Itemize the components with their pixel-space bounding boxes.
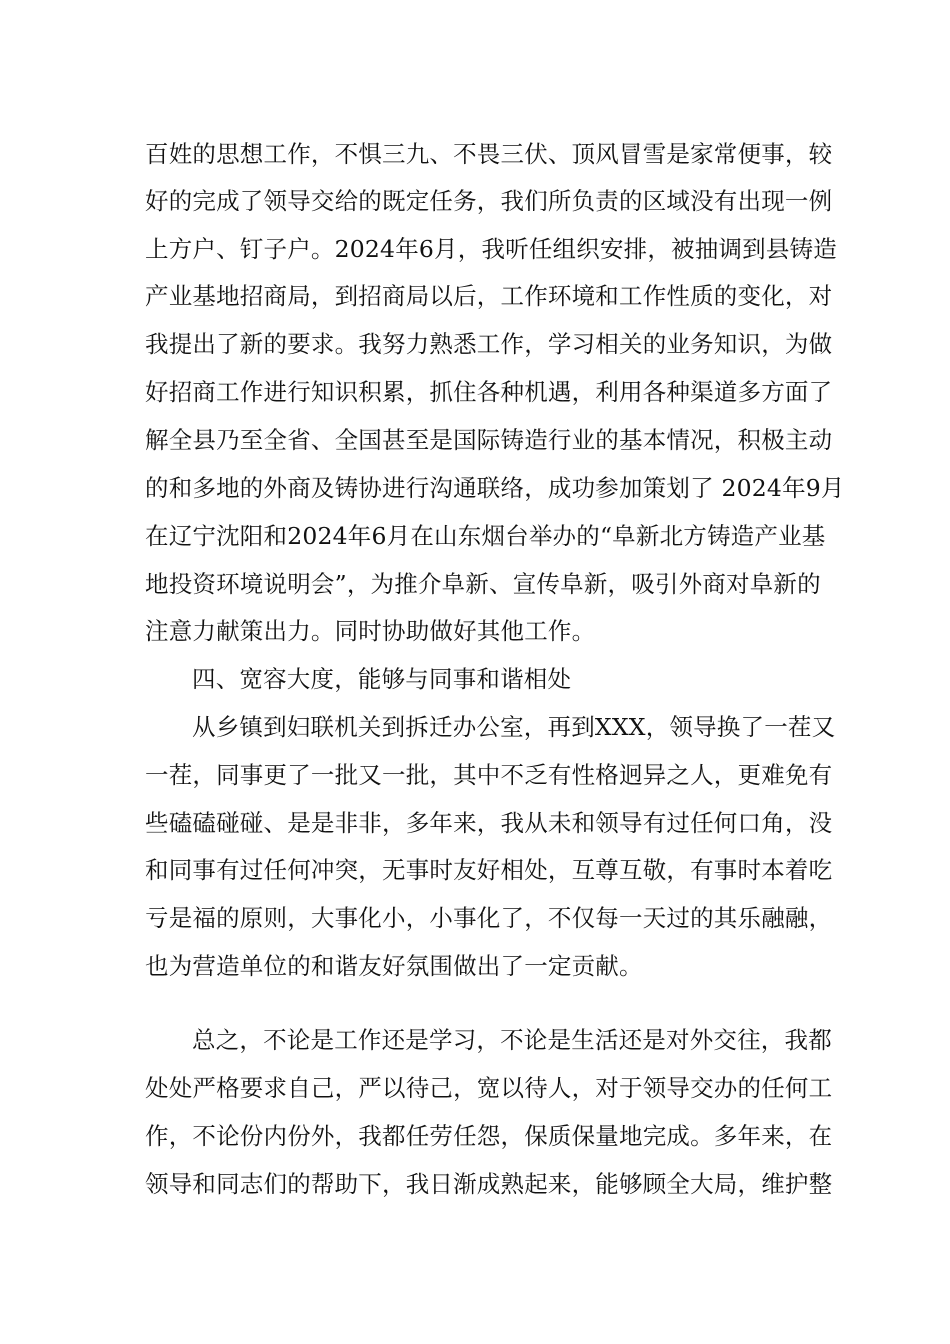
text-line: 的和多地的外商及铸协进行沟通联络，成功参加策划了 2024年9月 xyxy=(145,474,845,502)
text-line: 好招商工作进行知识积累，抓住各种机遇，利用各种渠道多方面了 xyxy=(145,378,833,406)
text-line: 注意力献策出力。同时协助做好其他工作。 xyxy=(145,617,596,645)
text-line: 一茬，同事更了一批又一批，其中不乏有性格迥异之人，更难免有 xyxy=(145,761,833,789)
text-line: 地投资环境说明会”，为推介阜新、宣传阜新，吸引外商对阜新的 xyxy=(145,570,821,598)
text-line: 产业基地招商局，到招商局以后，工作环境和工作性质的变化，对 xyxy=(145,282,833,310)
text-line: 在辽宁沈阳和2024年6月在山东烟台举办的“阜新北方铸造产业基 xyxy=(145,522,826,550)
text-line: 我提出了新的要求。我努力熟悉工作，学习相关的业务知识，为做 xyxy=(145,330,833,358)
text-line: 百姓的思想工作，不惧三九、不畏三伏、顶风冒雪是家常便事，较 xyxy=(145,140,833,168)
section-heading: 四、宽容大度，能够与同事和谐相处 xyxy=(192,665,572,693)
text-line: 好的完成了领导交给的既定任务，我们所负责的区域没有出现一例 xyxy=(145,187,833,215)
text-line: 作，不论份内份外，我都任劳任怨，保质保量地完成。多年来，在 xyxy=(145,1122,833,1150)
text-line: 从乡镇到妇联机关到拆迁办公室，再到XXX，领导换了一茬又 xyxy=(192,713,836,741)
text-line: 亏是福的原则，大事化小，小事化了，不仅每一天过的其乐融融， xyxy=(145,904,833,932)
text-line: 和同事有过任何冲突，无事时友好相处，互尊互敬，有事时本着吃 xyxy=(145,856,833,884)
text-line: 上方户、钉子户。2024年6月，我听任组织安排，被抽调到县铸造 xyxy=(145,235,837,263)
text-line: 处处严格要求自己，严以待己，宽以待人，对于领导交办的任何工 xyxy=(145,1074,833,1102)
text-line: 也为营造单位的和谐友好氛围做出了一定贡献。 xyxy=(145,952,643,980)
text-line: 些磕磕碰碰、是是非非，多年来，我从未和领导有过任何口角，没 xyxy=(145,809,833,837)
text-line: 领导和同志们的帮助下，我日渐成熟起来，能够顾全大局，维护整 xyxy=(145,1170,833,1198)
text-line: 总之，不论是工作还是学习，不论是生活还是对外交往，我都 xyxy=(192,1026,832,1054)
text-line: 解全县乃至全省、全国甚至是国际铸造行业的基本情况，积极主动 xyxy=(145,426,833,454)
